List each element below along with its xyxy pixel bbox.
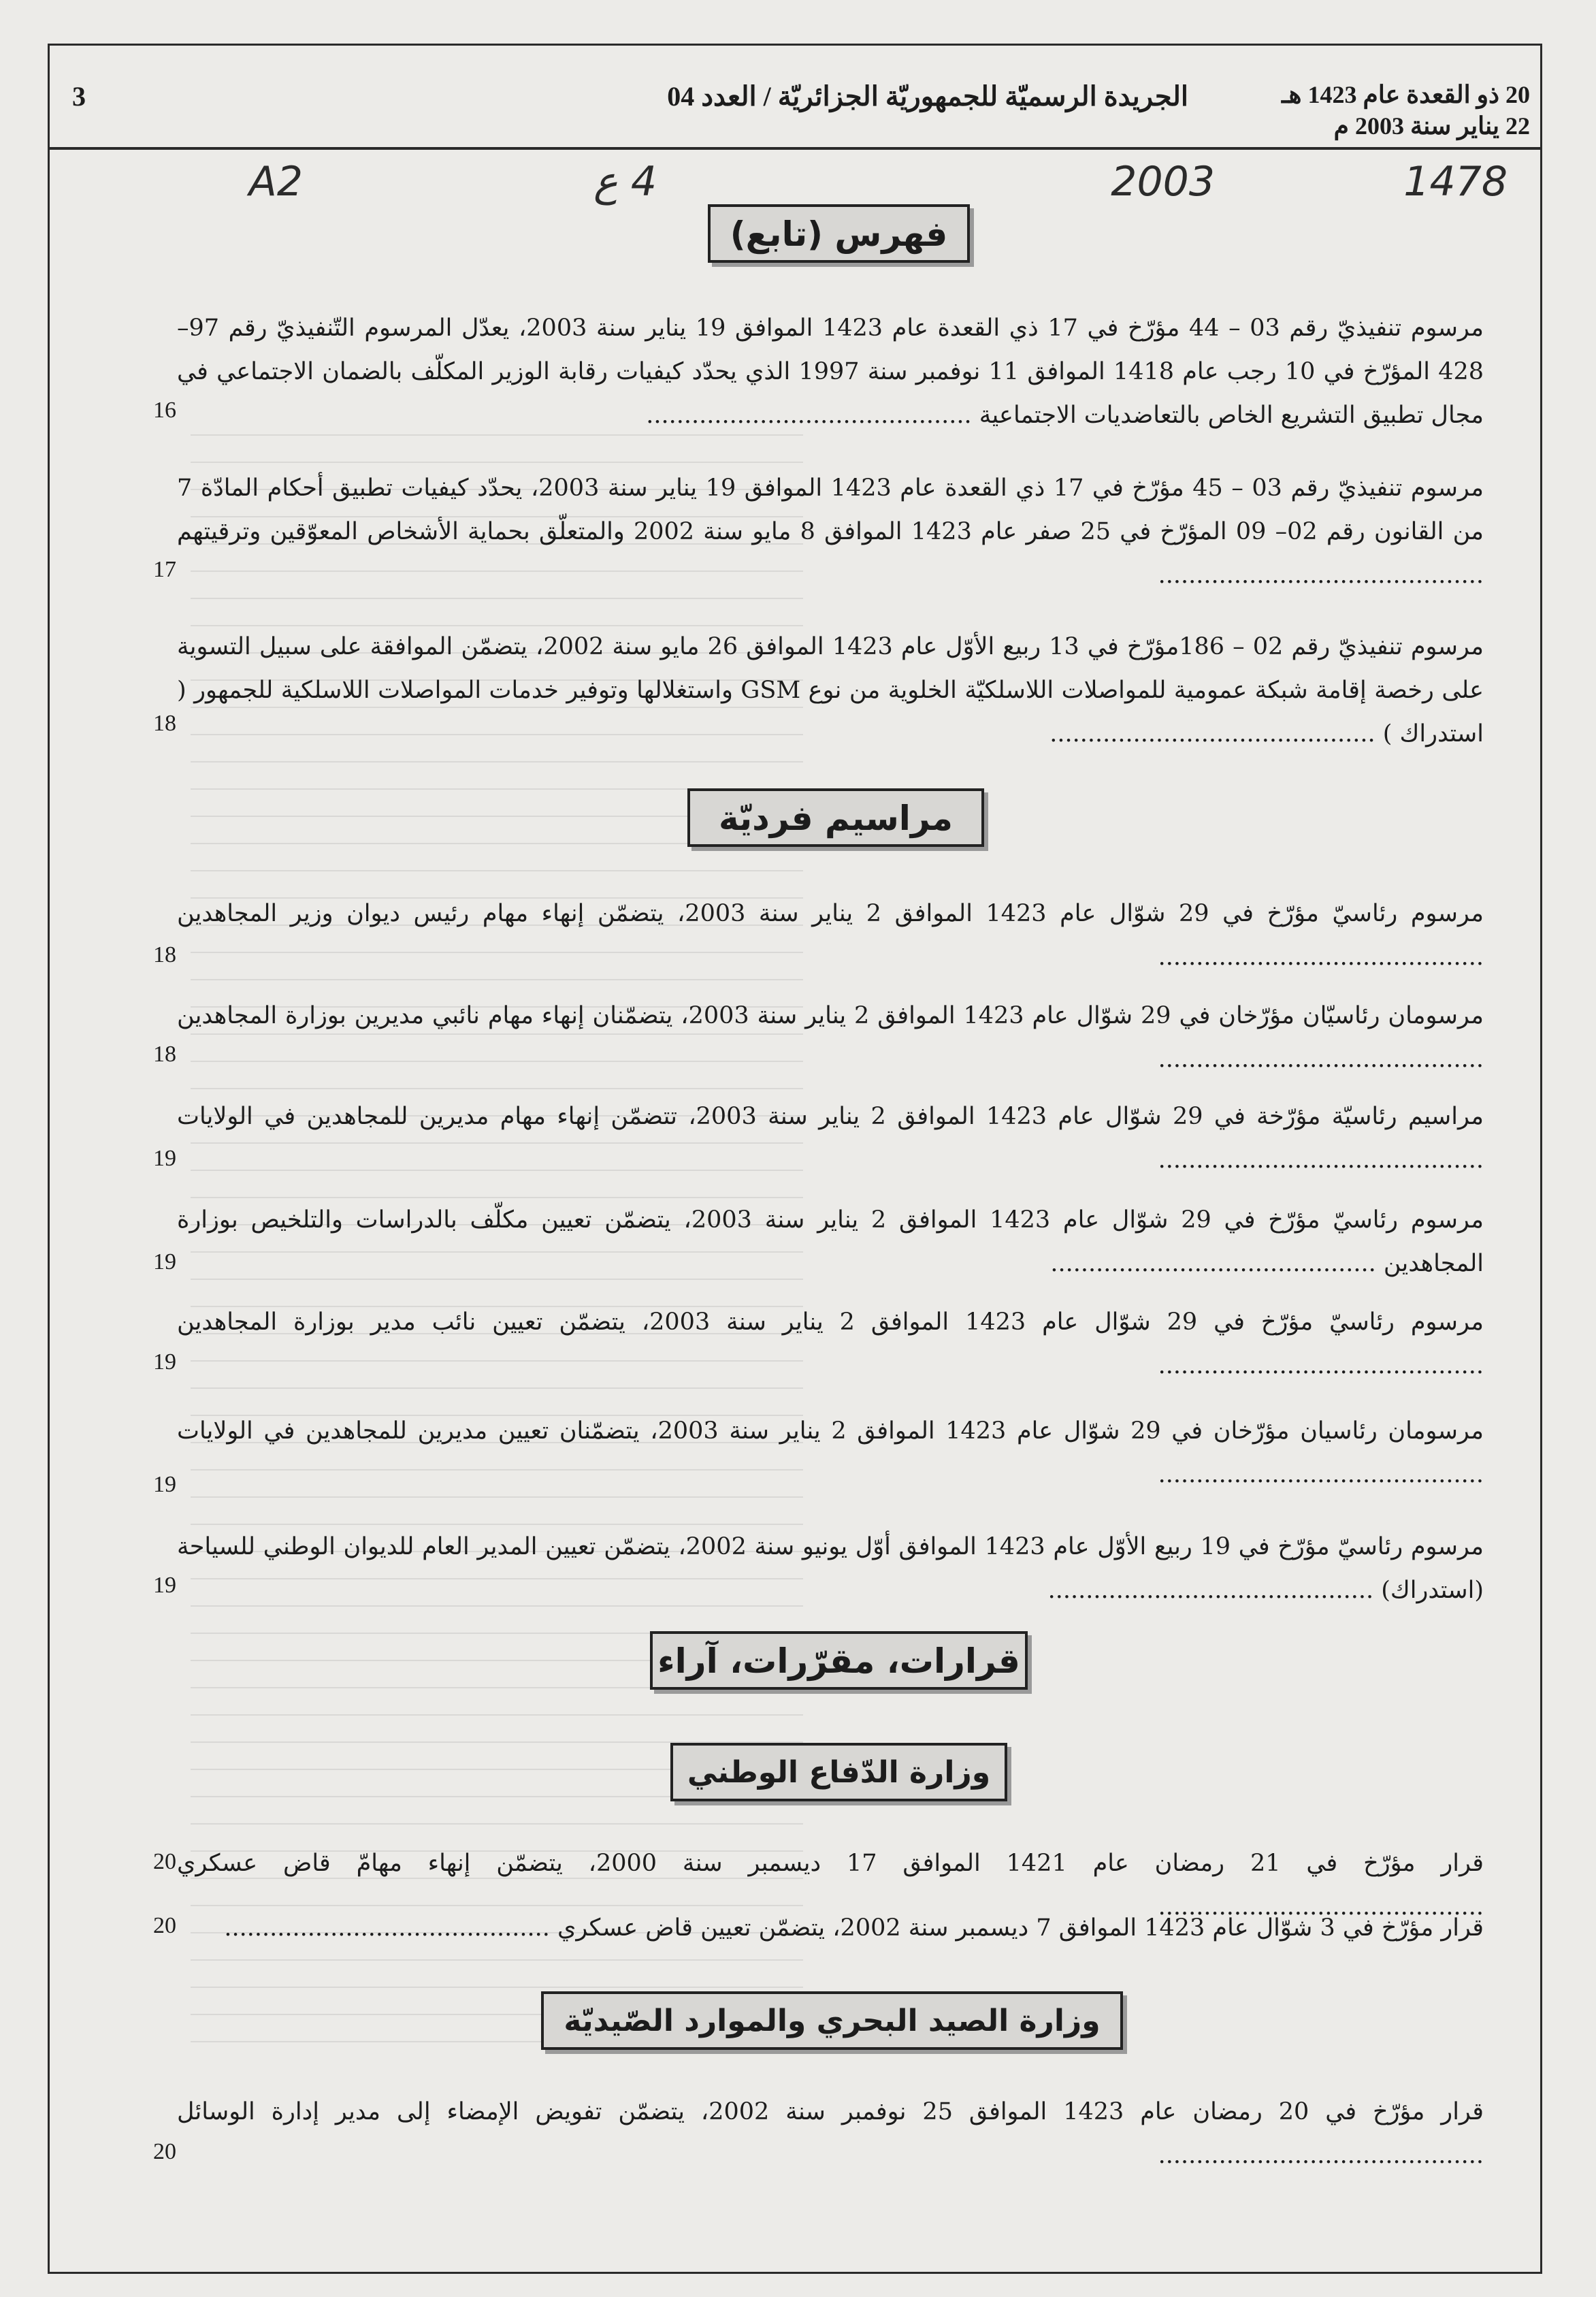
entry-text: مرسوم تنفيذيّ رقم 03 – 45 مؤرّخ في 17 ذي القعدة عام 1423 الموافق 19 يناير سنة 2003، يحدّد كيفيات تطبيق أحكام المادّة 7 من القانون رقم 02– 09 المؤرّخ في 25 صفر عام 1423 الموافق 8 مايو سنة 2002 والمتعلّق بحماية الأشخاص المعوّقين وترقيتهم [177, 475, 1484, 545]
leader-dots: ........................................... [1158, 944, 1484, 971]
entry-text: قرار مؤرّخ في 3 شوّال عام 1423 الموافق 7 ديسمبر سنة 2002، يتضمّن تعيين قاض عسكري [557, 1914, 1484, 1942]
page-header [48, 75, 1542, 150]
leader-dots: ........................................... [1158, 1893, 1484, 1921]
entry-text: مرسوم رئاسيّ مؤرّخ في 19 ربيع الأوّل عام 1423 الموافق أوّل يونيو سنة 2002، يتضمّن تعيين المدير العام للديوان الوطني للسياحة (استدراك) [177, 1533, 1484, 1604]
leader-dots: ........................................... [1158, 1352, 1484, 1379]
leader-dots: ........................................... [1158, 562, 1484, 589]
index-entry [177, 892, 1484, 979]
entry-page-ref: 18 [153, 942, 176, 967]
header-dates [1282, 79, 1530, 142]
index-entry [177, 1198, 1484, 1285]
entry-page-ref: 19 [153, 1349, 176, 1375]
leader-dots: ........................................... [1158, 2142, 1484, 2169]
entry-page-ref: 20 [153, 2139, 176, 2164]
journal-title: الجريدة الرسميّة للجمهوريّة الجزائريّة / العدد 04 [667, 81, 1188, 112]
leader-dots: ........................................... [1158, 1146, 1484, 1174]
entry-text: مراسيم رئاسيّة مؤرّخة في 29 شوّال عام 1423 الموافق 2 يناير سنة 2003، تتضمّن إنهاء مهام مديرين للمجاهدين في الولايات [177, 1103, 1484, 1130]
entry-text: مرسومان رئاسيّان مؤرّخان في 29 شوّال عام 1423 الموافق 2 يناير سنة 2003، يتضمّنان إنهاء مهام نائبي مديرين بوزارة المجاهدين [177, 1002, 1484, 1029]
leader-dots: ........................................... [1049, 720, 1375, 748]
index-entry [177, 994, 1484, 1081]
entry-text: مرسومان رئاسيان مؤرّخان في 29 شوّال عام 1423 الموافق 2 يناير سنة 2003، يتضمّنان تعيين مديرين للمجاهدين في الولايات [177, 1417, 1484, 1445]
entry-page-ref: 19 [153, 1472, 176, 1497]
hijri-date: 20 ذو القعدة عام 1423 هـ [1282, 81, 1530, 108]
page-number: 3 [72, 81, 86, 112]
entry-text: مرسوم رئاسيّ مؤرّخ في 29 شوّال عام 1423 الموافق 2 يناير سنة 2003، يتضمّن تعيين نائب مدير بوزارة المجاهدين [177, 1308, 1484, 1336]
leader-dots: ........................................... [646, 402, 972, 429]
leader-dots: ........................................... [1050, 1250, 1376, 1277]
section-individual-decrees: مراسيم فرديّة [687, 788, 984, 847]
gregorian-date: 22 يناير سنة 2003 م [1333, 112, 1530, 140]
handwritten-note: A2 [248, 158, 303, 206]
entry-text: مرسوم رئاسيّ مؤرّخ في 29 شوّال عام 1423 الموافق 2 يناير سنة 2003، يتضمّن تعيين مكلّف بالدراسات والتلخيص بوزارة المجاهدين [177, 1206, 1484, 1277]
entry-page-ref: 19 [153, 1249, 176, 1274]
leader-dots: ........................................... [1158, 1461, 1484, 1488]
entry-page-ref: 19 [153, 1573, 176, 1598]
section-ministry-fisheries: وزارة الصيد البحري والموارد الصّيديّة [541, 1991, 1123, 2050]
index-entry [177, 466, 1484, 597]
index-entry [177, 1409, 1484, 1496]
entry-text: مرسوم تنفيذيّ رقم 03 – 44 مؤرّخ في 17 ذي القعدة عام 1423 الموافق 19 يناير سنة 2003، يعدّل المرسوم التّنفيذيّ رقم 97– 428 المؤرّخ في 10 رجب عام 1418 الموافق 11 نوفمبر سنة 1997 الذي يحدّد كيفيات رقابة الوزير المكلّف بالضمان الاجتماعي في مجال تطبيق التشريع الخاص بالتعاضديات الاجتماعية [177, 315, 1484, 429]
index-entry [177, 625, 1484, 756]
index-entry [177, 2090, 1484, 2177]
section-ministry-defense: وزارة الدّفاع الوطني [670, 1743, 1007, 1801]
handwritten-note: 2003 [1111, 158, 1215, 206]
handwritten-note: 1478 [1403, 158, 1508, 206]
index-entry [177, 1906, 1484, 1950]
entry-text: قرار مؤرّخ في 20 رمضان عام 1423 الموافق 25 نوفمبر سنة 2002، يتضمّن تفويض الإمضاء إلى مدير إدارة الوسائل [177, 2098, 1484, 2125]
entry-page-ref: 16 [153, 398, 176, 423]
handwritten-note: 4 ع [593, 158, 657, 206]
entry-text: قرار مؤرّخ في 21 رمضان عام 1421 الموافق 17 ديسمبر سنة 2000، يتضمّن إنهاء مهامّ قاض عسكري [177, 1850, 1484, 1877]
section-decisions: قرارات، مقرّرات، آراء [650, 1631, 1028, 1690]
leader-dots: ........................................... [224, 1914, 550, 1942]
entry-page-ref: 20 [153, 1849, 176, 1874]
entry-page-ref: 18 [153, 711, 176, 736]
entry-page-ref: 17 [153, 557, 176, 582]
index-entry [177, 306, 1484, 437]
index-entry [177, 1300, 1484, 1387]
entry-text: مرسوم رئاسيّ مؤرّخ في 29 شوّال عام 1423 الموافق 2 يناير سنة 2003، يتضمّن إنهاء مهام رئيس ديوان وزير المجاهدين [177, 900, 1484, 927]
entry-page-ref: 19 [153, 1146, 176, 1171]
leader-dots: ........................................... [1047, 1577, 1374, 1604]
leader-dots: ........................................... [1158, 1046, 1484, 1073]
entry-page-ref: 20 [153, 1913, 176, 1938]
index-entry [177, 1525, 1484, 1612]
entry-text: مرسوم تنفيذيّ رقم 02 – 186مؤرّخ في 13 ربيع الأوّل عام 1423 الموافق 26 مايو سنة 2002، يتضمّن الموافقة على سبيل التسوية على رخصة إقامة شبكة عمومية للمواصلات اللاسلكيّة الخلوية من نوع GSM واستغلالها وتوفير خدمات المواصلات اللاسلكية للجمهور ( استدراك ) [177, 633, 1484, 748]
index-entry [177, 1095, 1484, 1182]
entry-page-ref: 18 [153, 1042, 176, 1067]
section-index-continued: فهرس (تابع) [708, 204, 970, 263]
